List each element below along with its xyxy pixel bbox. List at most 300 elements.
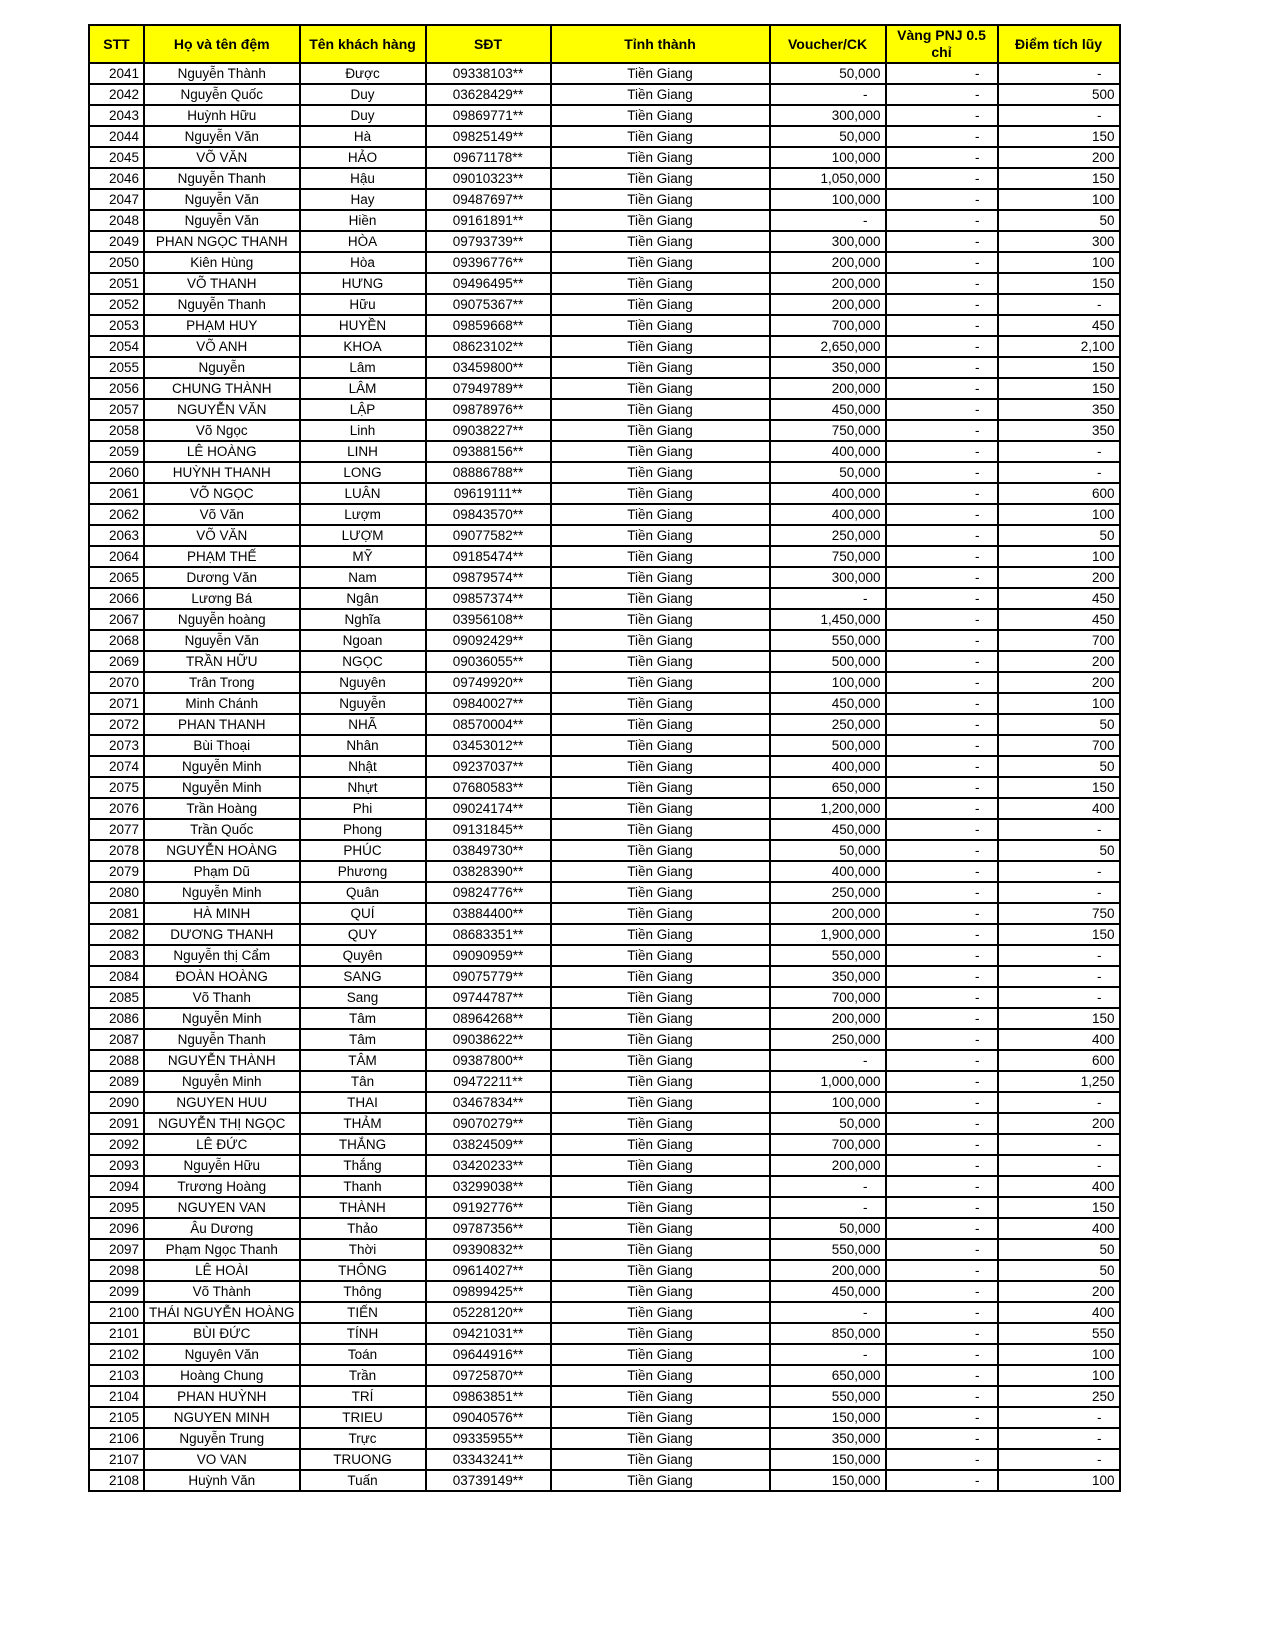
- cell-ho-va-ten-dem: NGUYỄN THỊ NGỌC: [144, 1113, 300, 1134]
- cell-sdt: 09744787**: [426, 987, 551, 1008]
- cell-stt: 2071: [89, 693, 144, 714]
- cell-stt: 2105: [89, 1407, 144, 1428]
- cell-tinh-thanh: Tiền Giang: [551, 630, 770, 651]
- cell-sdt: 09879574**: [426, 567, 551, 588]
- cell-diem-tich-luy: 50: [998, 525, 1120, 546]
- cell-diem-tich-luy: 200: [998, 147, 1120, 168]
- cell-ho-va-ten-dem: DƯƠNG THANH: [144, 924, 300, 945]
- cell-stt: 2079: [89, 861, 144, 882]
- cell-diem-tich-luy: 50: [998, 1239, 1120, 1260]
- header-row: [89, 25, 1120, 63]
- cell-ten-khach-hang: LÂM: [300, 378, 426, 399]
- cell-tinh-thanh: Tiền Giang: [551, 1470, 770, 1491]
- cell-diem-tich-luy: 100: [998, 189, 1120, 210]
- cell-ho-va-ten-dem: Nguyễn Thanh: [144, 168, 300, 189]
- table-row: [89, 693, 1120, 714]
- cell-voucher-ck: 350,000: [770, 357, 886, 378]
- cell-vang-pnj: -: [886, 1260, 998, 1281]
- cell-voucher-ck: 100,000: [770, 1092, 886, 1113]
- cell-vang-pnj: -: [886, 420, 998, 441]
- cell-sdt: 09338103**: [426, 63, 551, 84]
- cell-ho-va-ten-dem: NGUYEN VAN: [144, 1197, 300, 1218]
- cell-ho-va-ten-dem: VÕ VĂN: [144, 147, 300, 168]
- cell-stt: 2076: [89, 798, 144, 819]
- cell-stt: 2058: [89, 420, 144, 441]
- cell-ho-va-ten-dem: PHẠM THẾ: [144, 546, 300, 567]
- cell-ten-khach-hang: Nhựt: [300, 777, 426, 798]
- cell-ten-khach-hang: TÍNH: [300, 1323, 426, 1344]
- cell-sdt: 03299038**: [426, 1176, 551, 1197]
- table-row: [89, 672, 1120, 693]
- cell-tinh-thanh: Tiền Giang: [551, 378, 770, 399]
- cell-ho-va-ten-dem: Nguyễn Minh: [144, 1008, 300, 1029]
- cell-ho-va-ten-dem: Trương Hoàng: [144, 1176, 300, 1197]
- table-row: [89, 567, 1120, 588]
- cell-voucher-ck: 2,650,000: [770, 336, 886, 357]
- cell-tinh-thanh: Tiền Giang: [551, 315, 770, 336]
- cell-tinh-thanh: Tiền Giang: [551, 1344, 770, 1365]
- cell-sdt: 09192776**: [426, 1197, 551, 1218]
- cell-diem-tich-luy: -: [998, 1155, 1120, 1176]
- cell-diem-tich-luy: 400: [998, 1218, 1120, 1239]
- cell-tinh-thanh: Tiền Giang: [551, 798, 770, 819]
- cell-stt: 2090: [89, 1092, 144, 1113]
- cell-ten-khach-hang: Phong: [300, 819, 426, 840]
- cell-vang-pnj: -: [886, 231, 998, 252]
- table-row: [89, 987, 1120, 1008]
- cell-tinh-thanh: Tiền Giang: [551, 1029, 770, 1050]
- cell-voucher-ck: 300,000: [770, 567, 886, 588]
- cell-sdt: 09387800**: [426, 1050, 551, 1071]
- cell-voucher-ck: 300,000: [770, 231, 886, 252]
- cell-diem-tich-luy: 350: [998, 399, 1120, 420]
- cell-diem-tich-luy: 150: [998, 1008, 1120, 1029]
- cell-diem-tich-luy: 200: [998, 1113, 1120, 1134]
- cell-stt: 2047: [89, 189, 144, 210]
- cell-ten-khach-hang: THÀNH: [300, 1197, 426, 1218]
- table-row: [89, 1134, 1120, 1155]
- cell-sdt: 05228120**: [426, 1302, 551, 1323]
- table-row: [89, 1386, 1120, 1407]
- cell-voucher-ck: 250,000: [770, 882, 886, 903]
- cell-vang-pnj: -: [886, 168, 998, 189]
- cell-tinh-thanh: Tiền Giang: [551, 1155, 770, 1176]
- cell-sdt: 03884400**: [426, 903, 551, 924]
- column-header-vang-pnj: Vàng PNJ 0.5 chỉ: [886, 25, 998, 63]
- cell-stt: 2043: [89, 105, 144, 126]
- cell-tinh-thanh: Tiền Giang: [551, 840, 770, 861]
- cell-tinh-thanh: Tiền Giang: [551, 357, 770, 378]
- cell-voucher-ck: 1,450,000: [770, 609, 886, 630]
- cell-vang-pnj: -: [886, 1008, 998, 1029]
- cell-ho-va-ten-dem: Phạm Ngọc Thanh: [144, 1239, 300, 1260]
- cell-diem-tich-luy: 100: [998, 546, 1120, 567]
- cell-sdt: 09857374**: [426, 588, 551, 609]
- cell-ten-khach-hang: Duy: [300, 84, 426, 105]
- cell-voucher-ck: 1,200,000: [770, 798, 886, 819]
- cell-tinh-thanh: Tiền Giang: [551, 399, 770, 420]
- cell-sdt: 09825149**: [426, 126, 551, 147]
- cell-sdt: 09092429**: [426, 630, 551, 651]
- cell-voucher-ck: 50,000: [770, 1113, 886, 1134]
- cell-stt: 2101: [89, 1323, 144, 1344]
- table-row: [89, 1239, 1120, 1260]
- cell-ho-va-ten-dem: NGUYỄN HOÀNG: [144, 840, 300, 861]
- cell-ho-va-ten-dem: Nguyễn Thanh: [144, 1029, 300, 1050]
- cell-ten-khach-hang: Duy: [300, 105, 426, 126]
- cell-ho-va-ten-dem: NGUYỄN VĂN: [144, 399, 300, 420]
- cell-diem-tich-luy: 450: [998, 315, 1120, 336]
- cell-ho-va-ten-dem: Nguyễn Trung: [144, 1428, 300, 1449]
- cell-voucher-ck: -: [770, 1344, 886, 1365]
- cell-stt: 2095: [89, 1197, 144, 1218]
- cell-ten-khach-hang: Nghĩa: [300, 609, 426, 630]
- cell-ho-va-ten-dem: PHAN THANH: [144, 714, 300, 735]
- cell-ho-va-ten-dem: PHAN HUỲNH: [144, 1386, 300, 1407]
- cell-ho-va-ten-dem: Trần Quốc: [144, 819, 300, 840]
- cell-sdt: 09038227**: [426, 420, 551, 441]
- cell-voucher-ck: 500,000: [770, 735, 886, 756]
- cell-diem-tich-luy: 1,250: [998, 1071, 1120, 1092]
- cell-vang-pnj: -: [886, 777, 998, 798]
- column-header-stt: STT: [89, 25, 144, 63]
- cell-tinh-thanh: Tiền Giang: [551, 1407, 770, 1428]
- cell-voucher-ck: 450,000: [770, 819, 886, 840]
- cell-ho-va-ten-dem: Nguyễn Hữu: [144, 1155, 300, 1176]
- table-body: [89, 63, 1120, 1491]
- cell-ten-khach-hang: KHOA: [300, 336, 426, 357]
- cell-sdt: 09237037**: [426, 756, 551, 777]
- cell-voucher-ck: 450,000: [770, 399, 886, 420]
- cell-ten-khach-hang: Tâm: [300, 1008, 426, 1029]
- cell-stt: 2070: [89, 672, 144, 693]
- cell-ho-va-ten-dem: Âu Dương: [144, 1218, 300, 1239]
- cell-diem-tich-luy: 200: [998, 1281, 1120, 1302]
- table-row: [89, 756, 1120, 777]
- cell-sdt: 03420233**: [426, 1155, 551, 1176]
- cell-diem-tich-luy: -: [998, 1092, 1120, 1113]
- cell-tinh-thanh: Tiền Giang: [551, 189, 770, 210]
- cell-stt: 2082: [89, 924, 144, 945]
- cell-ho-va-ten-dem: Huỳnh Hữu: [144, 105, 300, 126]
- table-row: [89, 1470, 1120, 1491]
- table-row: [89, 1050, 1120, 1071]
- cell-voucher-ck: 200,000: [770, 903, 886, 924]
- cell-voucher-ck: 400,000: [770, 861, 886, 882]
- cell-ten-khach-hang: Nguyễn: [300, 693, 426, 714]
- cell-vang-pnj: -: [886, 588, 998, 609]
- cell-tinh-thanh: Tiền Giang: [551, 231, 770, 252]
- cell-voucher-ck: 250,000: [770, 1029, 886, 1050]
- cell-vang-pnj: -: [886, 252, 998, 273]
- cell-sdt: 03824509**: [426, 1134, 551, 1155]
- cell-stt: 2081: [89, 903, 144, 924]
- cell-sdt: 09421031**: [426, 1323, 551, 1344]
- table-row: [89, 1407, 1120, 1428]
- cell-stt: 2067: [89, 609, 144, 630]
- cell-stt: 2061: [89, 483, 144, 504]
- cell-sdt: 08683351**: [426, 924, 551, 945]
- cell-sdt: 09614027**: [426, 1260, 551, 1281]
- cell-ten-khach-hang: TRIEU: [300, 1407, 426, 1428]
- cell-sdt: 09725870**: [426, 1365, 551, 1386]
- cell-ten-khach-hang: Trực: [300, 1428, 426, 1449]
- cell-tinh-thanh: Tiền Giang: [551, 735, 770, 756]
- cell-tinh-thanh: Tiền Giang: [551, 588, 770, 609]
- cell-ho-va-ten-dem: Võ Văn: [144, 504, 300, 525]
- cell-vang-pnj: -: [886, 1029, 998, 1050]
- table-row: [89, 777, 1120, 798]
- cell-stt: 2103: [89, 1365, 144, 1386]
- table-row: [89, 651, 1120, 672]
- cell-voucher-ck: 200,000: [770, 1155, 886, 1176]
- cell-voucher-ck: 400,000: [770, 483, 886, 504]
- cell-vang-pnj: -: [886, 735, 998, 756]
- cell-ho-va-ten-dem: NGUYỄN THÀNH: [144, 1050, 300, 1071]
- cell-diem-tich-luy: 400: [998, 1029, 1120, 1050]
- column-header-diem-tich-luy: Điểm tích lũy: [998, 25, 1120, 63]
- cell-ten-khach-hang: TIẾN: [300, 1302, 426, 1323]
- cell-vang-pnj: -: [886, 294, 998, 315]
- cell-ten-khach-hang: Quân: [300, 882, 426, 903]
- cell-vang-pnj: -: [886, 945, 998, 966]
- cell-vang-pnj: -: [886, 399, 998, 420]
- cell-stt: 2080: [89, 882, 144, 903]
- cell-ho-va-ten-dem: VÕ ANH: [144, 336, 300, 357]
- cell-ten-khach-hang: TÂM: [300, 1050, 426, 1071]
- cell-sdt: 09161891**: [426, 210, 551, 231]
- cell-vang-pnj: -: [886, 546, 998, 567]
- cell-diem-tich-luy: -: [998, 63, 1120, 84]
- cell-stt: 2045: [89, 147, 144, 168]
- cell-vang-pnj: -: [886, 441, 998, 462]
- cell-sdt: 09090959**: [426, 945, 551, 966]
- table-row: [89, 630, 1120, 651]
- cell-sdt: 09899425**: [426, 1281, 551, 1302]
- cell-sdt: 03343241**: [426, 1449, 551, 1470]
- cell-ten-khach-hang: THÔNG: [300, 1260, 426, 1281]
- table-row: [89, 462, 1120, 483]
- cell-tinh-thanh: Tiền Giang: [551, 252, 770, 273]
- cell-sdt: 09075367**: [426, 294, 551, 315]
- cell-ho-va-ten-dem: VÕ VĂN: [144, 525, 300, 546]
- cell-voucher-ck: 200,000: [770, 273, 886, 294]
- table-row: [89, 1197, 1120, 1218]
- cell-diem-tich-luy: -: [998, 294, 1120, 315]
- cell-vang-pnj: -: [886, 357, 998, 378]
- cell-tinh-thanh: Tiền Giang: [551, 1008, 770, 1029]
- cell-diem-tich-luy: 100: [998, 1344, 1120, 1365]
- cell-ho-va-ten-dem: NGUYEN MINH: [144, 1407, 300, 1428]
- cell-tinh-thanh: Tiền Giang: [551, 651, 770, 672]
- cell-ten-khach-hang: TRUONG: [300, 1449, 426, 1470]
- table-row: [89, 1281, 1120, 1302]
- cell-diem-tich-luy: -: [998, 1428, 1120, 1449]
- cell-stt: 2074: [89, 756, 144, 777]
- cell-sdt: 09131845**: [426, 819, 551, 840]
- cell-voucher-ck: 700,000: [770, 1134, 886, 1155]
- table-row: [89, 1323, 1120, 1344]
- cell-diem-tich-luy: 600: [998, 1050, 1120, 1071]
- cell-vang-pnj: -: [886, 210, 998, 231]
- cell-stt: 2108: [89, 1470, 144, 1491]
- cell-sdt: 09787356**: [426, 1218, 551, 1239]
- cell-vang-pnj: -: [886, 462, 998, 483]
- cell-diem-tich-luy: 400: [998, 798, 1120, 819]
- cell-diem-tich-luy: 450: [998, 588, 1120, 609]
- table-row: [89, 315, 1120, 336]
- cell-stt: 2066: [89, 588, 144, 609]
- cell-voucher-ck: 850,000: [770, 1323, 886, 1344]
- cell-ho-va-ten-dem: VÕ THANH: [144, 273, 300, 294]
- cell-tinh-thanh: Tiền Giang: [551, 126, 770, 147]
- cell-ten-khach-hang: Ngân: [300, 588, 426, 609]
- cell-vang-pnj: -: [886, 756, 998, 777]
- table-row: [89, 420, 1120, 441]
- table-row: [89, 735, 1120, 756]
- cell-sdt: 09024174**: [426, 798, 551, 819]
- cell-ten-khach-hang: HẢO: [300, 147, 426, 168]
- cell-diem-tich-luy: 100: [998, 693, 1120, 714]
- cell-vang-pnj: -: [886, 966, 998, 987]
- cell-diem-tich-luy: 550: [998, 1323, 1120, 1344]
- cell-diem-tich-luy: -: [998, 861, 1120, 882]
- cell-tinh-thanh: Tiền Giang: [551, 210, 770, 231]
- cell-voucher-ck: 150,000: [770, 1407, 886, 1428]
- cell-ho-va-ten-dem: Nguyễn Văn: [144, 126, 300, 147]
- cell-ho-va-ten-dem: Nguyễn Minh: [144, 777, 300, 798]
- cell-stt: 2054: [89, 336, 144, 357]
- cell-tinh-thanh: Tiền Giang: [551, 1449, 770, 1470]
- cell-ho-va-ten-dem: Nguyễn Thanh: [144, 294, 300, 315]
- cell-ho-va-ten-dem: NGUYEN HUU: [144, 1092, 300, 1113]
- cell-diem-tich-luy: 700: [998, 735, 1120, 756]
- table-row: [89, 84, 1120, 105]
- cell-stt: 2051: [89, 273, 144, 294]
- cell-voucher-ck: 200,000: [770, 252, 886, 273]
- cell-sdt: 03467834**: [426, 1092, 551, 1113]
- cell-ten-khach-hang: Ngoan: [300, 630, 426, 651]
- cell-voucher-ck: 550,000: [770, 1386, 886, 1407]
- cell-ho-va-ten-dem: HUỲNH THANH: [144, 462, 300, 483]
- cell-tinh-thanh: Tiền Giang: [551, 945, 770, 966]
- cell-ho-va-ten-dem: Nguyễn Minh: [144, 756, 300, 777]
- cell-diem-tich-luy: 600: [998, 483, 1120, 504]
- cell-tinh-thanh: Tiền Giang: [551, 63, 770, 84]
- cell-tinh-thanh: Tiền Giang: [551, 1239, 770, 1260]
- cell-ho-va-ten-dem: Nguyễn Văn: [144, 189, 300, 210]
- cell-diem-tich-luy: 50: [998, 756, 1120, 777]
- cell-vang-pnj: -: [886, 861, 998, 882]
- cell-vang-pnj: -: [886, 1386, 998, 1407]
- cell-stt: 2055: [89, 357, 144, 378]
- table-row: [89, 1113, 1120, 1134]
- table-row: [89, 1071, 1120, 1092]
- cell-tinh-thanh: Tiền Giang: [551, 714, 770, 735]
- cell-vang-pnj: -: [886, 1218, 998, 1239]
- table-row: [89, 819, 1120, 840]
- cell-ten-khach-hang: THẢM: [300, 1113, 426, 1134]
- cell-voucher-ck: 50,000: [770, 462, 886, 483]
- cell-tinh-thanh: Tiền Giang: [551, 1365, 770, 1386]
- cell-tinh-thanh: Tiền Giang: [551, 273, 770, 294]
- cell-voucher-ck: 200,000: [770, 378, 886, 399]
- cell-stt: 2089: [89, 1071, 144, 1092]
- cell-tinh-thanh: Tiền Giang: [551, 546, 770, 567]
- cell-voucher-ck: 50,000: [770, 1218, 886, 1239]
- cell-ten-khach-hang: Phi: [300, 798, 426, 819]
- cell-ten-khach-hang: LUÂN: [300, 483, 426, 504]
- table-row: [89, 189, 1120, 210]
- cell-ten-khach-hang: Nam: [300, 567, 426, 588]
- table-row: [89, 966, 1120, 987]
- cell-ho-va-ten-dem: ĐOÀN HOÀNG: [144, 966, 300, 987]
- cell-ten-khach-hang: QUÍ: [300, 903, 426, 924]
- cell-tinh-thanh: Tiền Giang: [551, 1386, 770, 1407]
- cell-ten-khach-hang: Thắng: [300, 1155, 426, 1176]
- cell-voucher-ck: 750,000: [770, 546, 886, 567]
- cell-sdt: 08886788**: [426, 462, 551, 483]
- cell-stt: 2041: [89, 63, 144, 84]
- cell-tinh-thanh: Tiền Giang: [551, 1323, 770, 1344]
- cell-stt: 2098: [89, 1260, 144, 1281]
- cell-sdt: 03849730**: [426, 840, 551, 861]
- cell-ten-khach-hang: Trần: [300, 1365, 426, 1386]
- cell-ten-khach-hang: Nguyên: [300, 672, 426, 693]
- cell-stt: 2107: [89, 1449, 144, 1470]
- table-row: [89, 399, 1120, 420]
- cell-vang-pnj: -: [886, 798, 998, 819]
- cell-voucher-ck: 400,000: [770, 756, 886, 777]
- cell-vang-pnj: -: [886, 126, 998, 147]
- cell-vang-pnj: -: [886, 1428, 998, 1449]
- cell-voucher-ck: 100,000: [770, 147, 886, 168]
- cell-diem-tich-luy: 750: [998, 903, 1120, 924]
- cell-stt: 2097: [89, 1239, 144, 1260]
- cell-diem-tich-luy: -: [998, 105, 1120, 126]
- cell-ho-va-ten-dem: TRẦN HỮU: [144, 651, 300, 672]
- cell-ho-va-ten-dem: Nguyễn Văn: [144, 210, 300, 231]
- cell-sdt: 09840027**: [426, 693, 551, 714]
- table-row: [89, 1260, 1120, 1281]
- cell-voucher-ck: 550,000: [770, 1239, 886, 1260]
- cell-vang-pnj: -: [886, 1113, 998, 1134]
- cell-ho-va-ten-dem: Nguyễn Quốc: [144, 84, 300, 105]
- cell-voucher-ck: 200,000: [770, 1260, 886, 1281]
- cell-voucher-ck: 50,000: [770, 63, 886, 84]
- table-row: [89, 546, 1120, 567]
- cell-ten-khach-hang: LONG: [300, 462, 426, 483]
- table-row: [89, 273, 1120, 294]
- cell-voucher-ck: 650,000: [770, 1365, 886, 1386]
- cell-tinh-thanh: Tiền Giang: [551, 420, 770, 441]
- cell-tinh-thanh: Tiền Giang: [551, 1176, 770, 1197]
- cell-diem-tich-luy: 2,100: [998, 336, 1120, 357]
- cell-tinh-thanh: Tiền Giang: [551, 672, 770, 693]
- cell-ten-khach-hang: HÒA: [300, 231, 426, 252]
- table-row: [89, 441, 1120, 462]
- cell-ten-khach-hang: Được: [300, 63, 426, 84]
- cell-diem-tich-luy: 50: [998, 840, 1120, 861]
- cell-diem-tich-luy: 150: [998, 273, 1120, 294]
- cell-diem-tich-luy: 150: [998, 1197, 1120, 1218]
- cell-vang-pnj: -: [886, 819, 998, 840]
- cell-ten-khach-hang: Sang: [300, 987, 426, 1008]
- cell-tinh-thanh: Tiền Giang: [551, 1092, 770, 1113]
- cell-ten-khach-hang: Hữu: [300, 294, 426, 315]
- cell-vang-pnj: -: [886, 1239, 998, 1260]
- cell-diem-tich-luy: 200: [998, 567, 1120, 588]
